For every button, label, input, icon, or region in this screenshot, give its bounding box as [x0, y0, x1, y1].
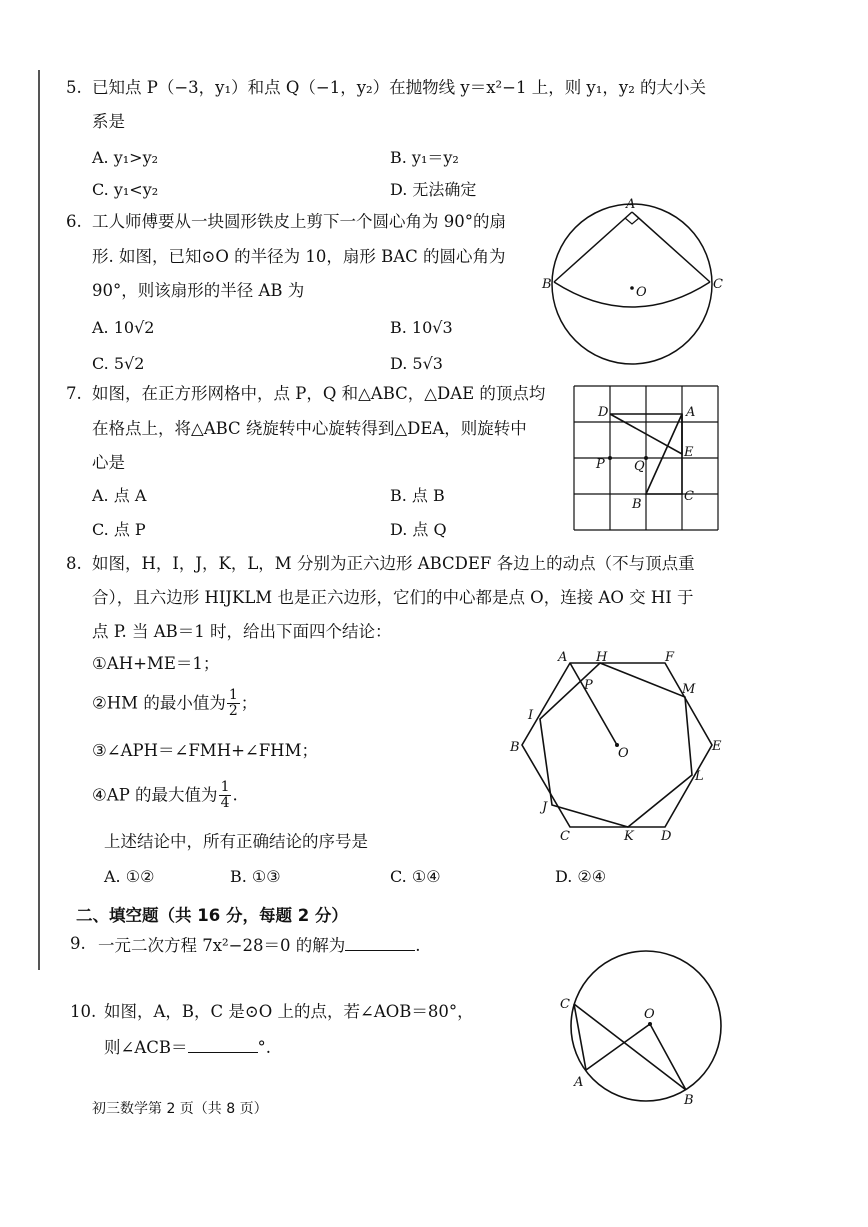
q5-line2: 系是	[92, 112, 125, 131]
q8-question-prompt: 上述结论中，所有正确结论的序号是	[104, 832, 368, 851]
q7-option-c: C. 点 P	[92, 520, 146, 539]
q8-label-o: O	[618, 746, 629, 761]
q7-line2: 在格点上，将△ABC 绕旋转中心旋转得到△DEA，则旋转中	[92, 419, 527, 438]
q5-option-d: D. 无法确定	[390, 180, 477, 199]
q7-label-c: C	[684, 489, 694, 504]
q10-line1: 如图，A，B，C 是⊙O 上的点，若∠AOB＝80°，	[104, 1002, 474, 1021]
q9-number: 9.	[70, 934, 86, 953]
q7-line3: 心是	[92, 453, 125, 472]
binding-margin-line	[38, 70, 40, 970]
q10-answer-blank[interactable]	[188, 1038, 258, 1053]
q10-number: 10.	[70, 1002, 97, 1021]
q6-label-b: B	[542, 277, 552, 292]
q8-conclusion-4	[92, 780, 238, 812]
q10-label-b: B	[684, 1093, 694, 1108]
q8-line3: 点 P. 当 AB＝1 时，给出下面四个结论：	[92, 622, 392, 641]
q8-label-k: K	[624, 829, 634, 844]
q8-label-f: F	[665, 650, 675, 665]
q7-grid-figure	[572, 384, 722, 532]
q7-label-e: E	[684, 445, 694, 460]
q7-option-a: A. 点 A	[92, 486, 147, 505]
q10-end: °.	[257, 1038, 271, 1057]
q8-c4-numerator: 1	[220, 779, 230, 795]
q8-option-b: B. ①③	[230, 867, 281, 886]
q10-label-o: O	[644, 1007, 655, 1022]
q10-prompt: 则∠ACB＝	[104, 1038, 188, 1057]
q9-prompt: 一元二次方程 7x²−28＝0 的解为	[98, 936, 346, 955]
q9-answer-blank[interactable]	[345, 936, 415, 951]
q10-line2	[104, 1038, 271, 1057]
q6-number: 6.	[66, 212, 82, 231]
q8-option-a: A. ①②	[104, 867, 155, 886]
q8-label-j: J	[542, 800, 548, 815]
q8-option-c: C. ①④	[390, 867, 441, 886]
q7-label-b: B	[632, 497, 642, 512]
q6-line1: 工人师傅要从一块圆形铁皮上剪下一个圆心角为 90°的扇	[92, 212, 506, 231]
q7-option-d: D. 点 Q	[390, 520, 447, 539]
q6-label-a: A	[626, 197, 636, 212]
q8-c4-end: .	[232, 785, 238, 805]
q5-number: 5.	[66, 78, 82, 97]
q8-label-c: C	[560, 829, 570, 844]
q6-option-c: C. 5√2	[92, 354, 145, 373]
q7-label-q: Q	[634, 459, 645, 474]
q8-conclusion-1: ①AH+ME＝1；	[92, 654, 220, 673]
q7-label-d: D	[598, 405, 609, 420]
q8-c4-fraction	[219, 780, 232, 812]
q6-circle-sector-figure	[540, 192, 730, 372]
q6-option-b: B. 10√3	[390, 318, 453, 337]
q5-option-a: A. y₁>y₂	[92, 148, 159, 167]
q6-label-o: O	[636, 285, 647, 300]
q8-conclusion-3: ③∠APH＝∠FMH+∠FHM；	[92, 741, 318, 760]
q8-label-i: I	[528, 708, 534, 723]
q8-number: 8.	[66, 554, 82, 573]
q8-label-h: H	[596, 650, 608, 665]
q10-label-c: C	[560, 997, 570, 1012]
q8-line1: 如图，H，I，J，K，L，M 分别为正六边形 ABCDEF 各边上的动点（不与顶点重	[92, 554, 695, 573]
page-footer: 初三数学第 2 页（共 8 页）	[92, 1101, 268, 1117]
q9-text	[98, 936, 420, 955]
q8-hexagon-figure	[500, 645, 740, 845]
q6-label-c: C	[713, 277, 723, 292]
q8-label-m: M	[682, 682, 696, 697]
q8-c2-text: ②HM 的最小值为	[92, 693, 226, 713]
q7-line1: 如图，在正方形网格中，点 P，Q 和△ABC，△DAE 的顶点均	[92, 384, 546, 403]
q8-c4-denominator: 4	[220, 795, 230, 812]
q7-label-a: A	[686, 405, 696, 420]
q9-end: .	[415, 936, 421, 955]
q8-option-d: D. ②④	[555, 867, 607, 886]
q7-label-p: P	[596, 457, 605, 472]
q8-label-l: L	[695, 769, 704, 784]
q5-option-c: C. y₁<y₂	[92, 180, 159, 199]
q10-circle-angle-figure	[552, 948, 730, 1108]
q6-line2: 形. 如图，已知⊙O 的半径为 10，扇形 BAC 的圆心角为	[92, 247, 506, 266]
q8-line2: 合），且六边形 HIJKLM 也是正六边形，它们的中心都是点 O，连接 AO 交 HI 于	[92, 588, 694, 607]
section-heading-fill-in: 二、填空题（共 16 分，每题 2 分）	[76, 906, 348, 925]
q8-c2-numerator: 1	[228, 687, 238, 703]
q6-option-a: A. 10√2	[92, 318, 155, 337]
q8-c2-fraction	[227, 688, 240, 720]
q6-option-d: D. 5√3	[390, 354, 443, 373]
q8-label-e: E	[712, 739, 722, 754]
q8-c4-text: ④AP 的最大值为	[92, 785, 218, 805]
q6-line3: 90°，则该扇形的半径 AB 为	[92, 281, 305, 300]
q8-label-a: A	[558, 650, 568, 665]
q8-label-p: P	[584, 678, 593, 693]
q8-c2-denominator: 2	[228, 703, 238, 720]
q8-conclusion-2	[92, 688, 257, 720]
q10-label-a: A	[574, 1075, 584, 1090]
q5-option-b: B. y₁＝y₂	[390, 148, 459, 167]
q7-option-b: B. 点 B	[390, 486, 445, 505]
q5-line1: 已知点 P（−3，y₁）和点 Q（−1，y₂）在抛物线 y＝x²−1 上，则 y₁，y₂ 的大小关	[92, 78, 707, 97]
q8-label-b: B	[510, 740, 520, 755]
q8-label-d: D	[661, 829, 672, 844]
q7-number: 7.	[66, 384, 82, 403]
q8-c2-end: ；	[240, 693, 258, 713]
